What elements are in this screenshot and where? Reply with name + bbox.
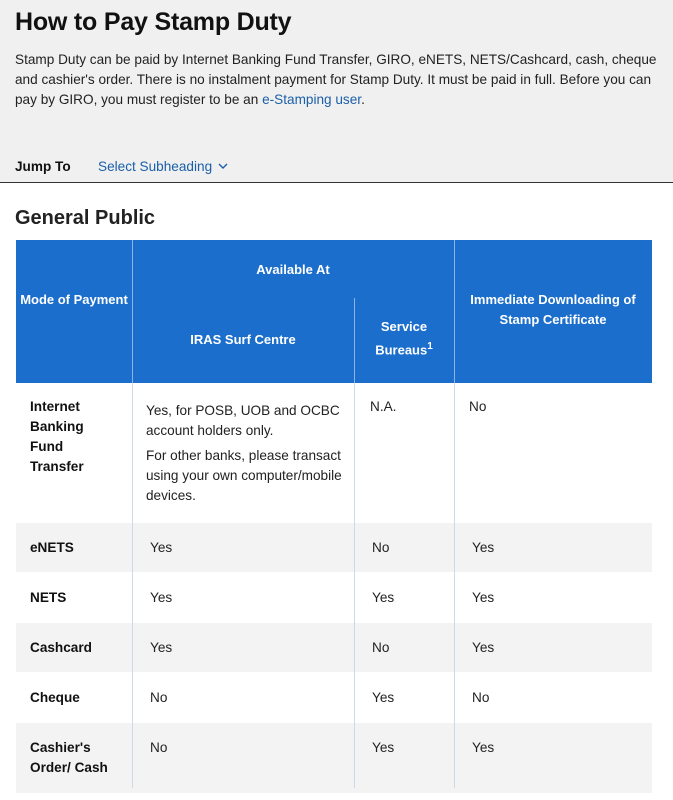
chevron-down-icon [218,163,228,170]
table-row [16,383,652,523]
row-mode: Cashier's Order/ Cash [30,740,108,775]
header-divider [454,240,455,383]
table-header [16,240,652,383]
header-mode-of-payment: Mode of Payment [20,292,128,307]
intro-paragraph [15,50,660,110]
column-divider [454,383,455,788]
column-divider [354,383,355,788]
row-immediate: No [469,399,487,414]
table-row [16,623,652,673]
row-iras [146,401,346,511]
header-iras-surf-centre: IRAS Surf Centre [190,332,296,347]
row-immediate: Yes [472,640,495,655]
column-divider [132,383,133,788]
row-service: Yes [372,740,395,755]
row-iras: Yes [150,640,173,655]
subheading-dropdown-label: Select Subheading [98,159,213,174]
header-immediate-downloading: Immediate Downloading of Stamp Certificate [470,292,636,327]
header-divider [132,240,133,383]
row-immediate: Yes [472,590,495,605]
intro-text: Stamp Duty can be paid by Internet Banking Fund Transfer, GIRO, eNETS, NETS/Cashcard, cash, cheque and cashier's order. There is no instalment payment for Stamp Duty. It must be paid in full. Before you can pay by GIRO, you must register to be an [15,52,657,107]
e-stamping-user-link[interactable]: e-Stamping user [262,92,362,107]
row-mode: Cashcard [30,640,92,655]
table-row [16,523,652,573]
subheading-dropdown[interactable] [98,159,228,174]
row-mode: NETS [30,590,67,605]
page-title: How to Pay Stamp Duty [15,8,292,36]
row-service: No [372,640,390,655]
jump-to-label: Jump To [15,159,71,174]
row-iras: Yes [150,540,173,555]
row-service: N.A. [370,399,397,414]
table-row [16,673,652,723]
row-mode: Internet Banking Fund Transfer [30,399,84,474]
row-mode: Cheque [30,690,80,705]
intro-end: . [361,92,365,107]
row-immediate: Yes [472,740,495,755]
header-service-bureaus-label: Service Bureaus [375,319,428,358]
row-immediate: No [472,690,490,705]
row-iras: No [150,690,168,705]
row-mode: eNETS [30,540,74,555]
row-service: Yes [372,590,395,605]
header-service-bureaus [354,317,454,360]
page-header [0,0,673,183]
header-available-at: Available At [256,262,330,277]
table-row [16,723,652,794]
row-iras: No [150,740,168,755]
row-iras-text: Yes, for POSB, UOB and OCBC account holders only. [146,403,340,438]
row-iras-note: For other banks, please transact using your own computer/mobile devices. [146,448,342,503]
footnote-marker: 1 [427,341,433,352]
table-row [16,573,652,623]
row-service: Yes [372,690,395,705]
jump-to-bar [15,159,228,174]
row-service: No [372,540,390,555]
row-iras: Yes [150,590,173,605]
section-title: General Public [15,207,156,229]
row-immediate: Yes [472,540,495,555]
header-divider [354,298,355,383]
payment-table [16,240,652,794]
